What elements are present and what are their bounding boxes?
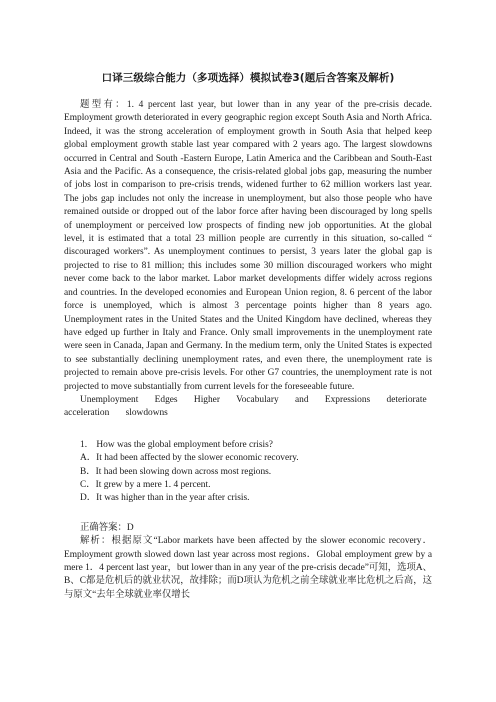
page-title: 口译三级综合能力（多项选择）模拟试卷3(题后含答案及解析): [101, 72, 395, 84]
option-b: B．It had been slowing down across most regions.: [80, 466, 272, 477]
question-stem: 1. How was the global employment before crisis?: [80, 439, 273, 450]
correct-answer: 正确答案：D: [80, 522, 134, 533]
vocabulary-line: Unemployment Edges Higher Vocabulary and Expressions deteriorate acceleration slowdowns: [64, 394, 427, 419]
passage-paragraph: 题型有：1. 4 percent last year, but lower than in any year of the pre-crisis decade. Employment growth deteriorated in every geographic region except South Asia and North Africa. Indeed, it was the strong acceleration of employment growth in South Asia that helped keep global employment growth stable last year compared with 2 years ago. The largest slowdowns occurred in Central and South -Eastern Europe, Latin America and the Caribbean and South-East Asia and the Pacific. As a consequence, the crisis-related global jobs gap, measuring the number of jobs lost in comparison to pre-crisis trends, widened further to 62 million workers last year. The jobs gap includes not only the increase in unemployment, but also those people who have remained outside or dropped out of the labor force after having been discouraged by long spells of unemployment or perceived low prospects of finding new job opportunities. At the global level, it is estimated that a total 23 million people are currently in this situation, so-called “ discouraged workers”. As unemployment continues to persist, 3 years later the global gap is projected to rise to 81 million; this includes some 30 million discouraged workers who might never come back to the labor market. Labor market developments differ widely across regions and countries. In the developed economies and European Union region, 8. 6 percent of the labor force is unemployed, which is almost 3 percentage points higher than 8 years ago. Unemployment rates in the United States and the United Kingdom have declined, whereas they have edged up further in Italy and France. Only small improvements in the unemployment rate were seen in Canada, Japan and Germany. In the medium term, only the United States is expected to see substantially declining unemployment rates, and even there, the unemployment rate is projected to remain above pre-crisis levels. For other G7 countries, the unemployment rate is not projected to move substantially from current levels for the foreseeable future.: [64, 100, 432, 392]
answer-analysis: 解析：根据原文“Labor markets have been affected by the slower economic recovery．Employment growth slowed down last year across most regions．Global employment grew by a mere 1．4 percent last year，but lower than in any year of the pre-crisis decade”可知，选项A、B、C都是危机后的就业状况，故排除；而D项认为危机之前全球就业率比危机之后高，这与原文“去年全球就业率仅增长: [64, 536, 432, 600]
option-a: A．It had been affected by the slower economic recovery.: [80, 453, 299, 464]
option-d: D．It was higher than in the year after crisis.: [80, 493, 250, 504]
answer-options: [80, 452, 432, 506]
option-c: C．It grew by a mere 1. 4 percent.: [80, 479, 211, 490]
